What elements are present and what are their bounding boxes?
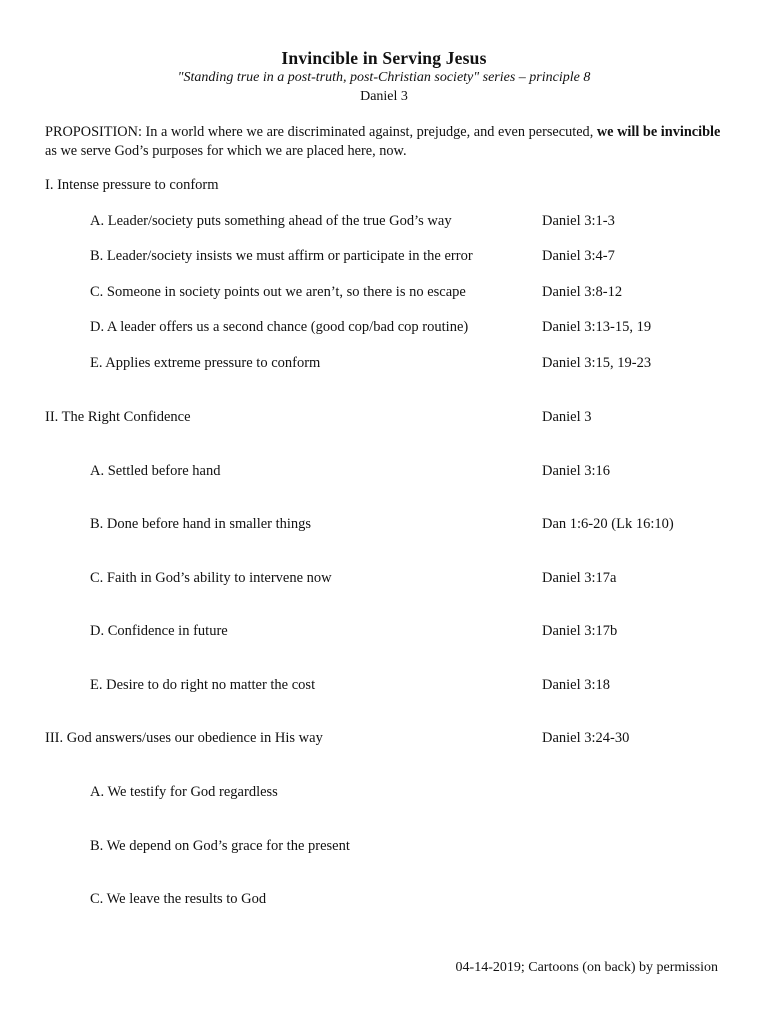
proposition-tail: as we serve God’s purposes for which we are placed here, now.	[45, 143, 407, 159]
series-subtitle: "Standing true in a post-truth, post-Christian society" series – principle 8	[177, 70, 591, 85]
proposition-emphasis: we will be invincible	[596, 124, 721, 140]
section-heading-3: III. God answers/uses our obedience in His way	[45, 730, 323, 746]
point-2b: B. Done before hand in smaller things	[90, 516, 312, 532]
point-1b-reference: Daniel 3:4-7	[542, 248, 615, 264]
point-2a-reference: Daniel 3:16	[542, 463, 611, 479]
point-1d: D. A leader offers us a second chance (good cop/bad cop routine)	[90, 319, 469, 335]
point-1e: E. Applies extreme pressure to conform	[90, 355, 321, 371]
section-2-reference: Daniel 3	[542, 409, 592, 425]
point-3a: A. We testify for God regardless	[90, 784, 278, 800]
section-heading-1: I. Intense pressure to conform	[45, 177, 219, 193]
document-title: Invincible in Serving Jesus	[281, 48, 487, 68]
point-1d-reference: Daniel 3:13-15, 19	[542, 319, 652, 335]
footer-note: 04-14-2019; Cartoons (on back) by permission	[455, 960, 718, 975]
section-3-reference: Daniel 3:24-30	[542, 730, 630, 746]
point-3b: B. We depend on God’s grace for the present	[90, 838, 350, 854]
proposition-lead: PROPOSITION: In a world where we are discriminated against, prejudge, and even persecuted,	[45, 124, 597, 140]
point-1a: A. Leader/society puts something ahead of the true God’s way	[90, 213, 452, 229]
point-2d-reference: Daniel 3:17b	[542, 623, 618, 639]
point-1c-reference: Daniel 3:8-12	[542, 284, 623, 300]
point-3c: C. We leave the results to God	[90, 891, 267, 907]
point-1b: B. Leader/society insists we must affirm or participate in the error	[90, 248, 473, 264]
point-1c: C. Someone in society points out we aren’t, so there is no escape	[90, 284, 466, 300]
point-2c: C. Faith in God’s ability to intervene now	[90, 570, 332, 586]
point-2e: E. Desire to do right no matter the cost	[90, 677, 316, 693]
point-2e-reference: Daniel 3:18	[542, 677, 611, 693]
point-2b-reference: Dan 1:6-20 (Lk 16:10)	[542, 516, 674, 532]
point-1a-reference: Daniel 3:1-3	[542, 213, 615, 229]
point-2d: D. Confidence in future	[90, 623, 228, 639]
proposition	[45, 123, 725, 161]
point-1e-reference: Daniel 3:15, 19-23	[542, 355, 652, 371]
point-2a: A. Settled before hand	[90, 463, 221, 479]
section-heading-2: II. The Right Confidence	[45, 409, 191, 425]
scripture-reference: Daniel 3	[360, 89, 408, 104]
point-2c-reference: Daniel 3:17a	[542, 570, 617, 586]
